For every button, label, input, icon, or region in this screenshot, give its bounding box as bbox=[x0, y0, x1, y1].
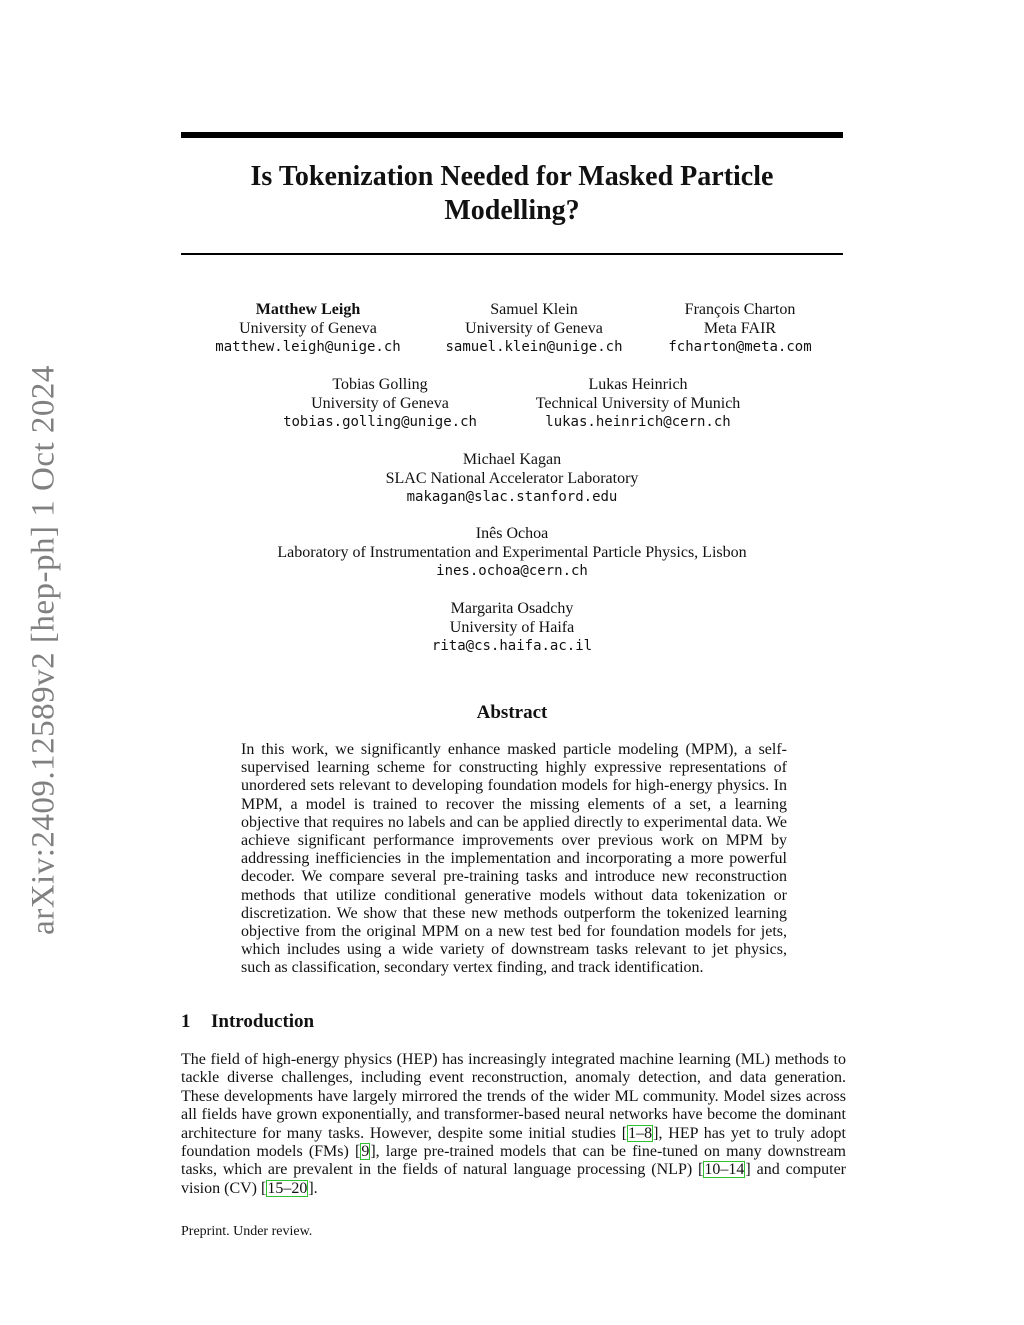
citation-link[interactable]: 10–14 bbox=[704, 1161, 745, 1179]
citation-link[interactable]: 15–20 bbox=[267, 1179, 308, 1197]
author-block bbox=[277, 525, 746, 581]
author-email[interactable]: tobias.golling@unige.ch bbox=[283, 414, 477, 431]
title-rule-bottom bbox=[181, 253, 843, 255]
paper-title bbox=[181, 160, 843, 228]
author-email[interactable]: makagan@slac.stanford.edu bbox=[406, 489, 618, 506]
author-name: Matthew Leigh bbox=[255, 301, 361, 318]
author-affiliation: University of Geneva bbox=[465, 319, 603, 337]
author-name: Inês Ochoa bbox=[475, 525, 549, 542]
author-email[interactable]: samuel.klein@unige.ch bbox=[445, 339, 623, 356]
introduction-paragraph bbox=[181, 1051, 846, 1198]
intro-text-part: ]. bbox=[308, 1179, 318, 1197]
intro-text-part: The field of high-energy physics (HEP) has increasingly integrated machine learning (ML) methods to tackle diverse challenges, including event reconstruction, anomaly detection, and data generation. These developments have largely mirrored the trends of the wider ML community. Model sizes across all fields have grown exponentially, and transformer-based neural networks have become the dominant architecture for many tasks. However, despite some initial studies [ bbox=[181, 1051, 846, 1142]
author-email[interactable]: fcharton@meta.com bbox=[668, 339, 812, 356]
citation-link[interactable]: 1–8 bbox=[628, 1124, 653, 1142]
section-title: Introduction bbox=[211, 1011, 315, 1032]
preprint-footer: Preprint. Under review. bbox=[181, 1224, 313, 1239]
author-affiliation: University of Geneva bbox=[239, 319, 377, 337]
author-affiliation: SLAC National Accelerator Laboratory bbox=[385, 469, 639, 487]
intro-text-part: ], HEP has yet to truly adopt foundation models (FMs) [ bbox=[181, 1124, 847, 1161]
title-line-1: Is Tokenization Needed for Masked Particle bbox=[250, 161, 774, 192]
title-line-2: Modelling? bbox=[444, 195, 580, 226]
author-block bbox=[536, 376, 741, 432]
citation-link[interactable]: 9 bbox=[361, 1143, 370, 1161]
author-email[interactable]: lukas.heinrich@cern.ch bbox=[545, 414, 731, 431]
author-affiliation: University of Haifa bbox=[449, 618, 575, 636]
author-block bbox=[215, 301, 400, 357]
author-affiliation: Meta FAIR bbox=[703, 319, 777, 337]
author-affiliation: University of Geneva bbox=[311, 394, 449, 412]
title-rule-top bbox=[181, 132, 843, 138]
intro-text-part: ], large pre-trained models that can be fine-tuned on many downstream tasks, which are prevalent in the fields of natural language processing (NLP) [ bbox=[181, 1143, 847, 1179]
author-block bbox=[283, 376, 477, 432]
section-number: 1 bbox=[181, 1011, 191, 1032]
author-affiliation: Technical University of Munich bbox=[535, 394, 741, 412]
author-name: Samuel Klein bbox=[490, 301, 578, 318]
author-affiliation: Laboratory of Instrumentation and Experimental Particle Physics, Lisbon bbox=[277, 543, 747, 561]
section-heading-introduction bbox=[181, 1011, 314, 1033]
author-block bbox=[432, 600, 592, 656]
author-name: Lukas Heinrich bbox=[588, 376, 688, 393]
author-name: Tobias Golling bbox=[332, 376, 428, 393]
intro-text-part: ] and computer vision (CV) [ bbox=[181, 1161, 846, 1197]
author-name: Margarita Osadchy bbox=[450, 600, 574, 617]
author-block bbox=[386, 451, 639, 507]
author-name: François Charton bbox=[684, 301, 796, 318]
abstract-body: In this work, we significantly enhance masked particle modeling (MPM), a self-supervised learning scheme for constructing highly expressive representations of unordered sets relevant to developing foundation models for high-energy physics. In MPM, a model is trained to recover the missing elements of a set, a learning objective that requires no labels and can be applied directly to experimental data. We achieve significant performance improvements over previous work on MPM by addressing inefficiencies in the implementation and incorporating a more powerful decoder. We compare several pre-training tasks and introduce new reconstruction methods that utilize conditional generative models without data tokenization or discretization. We show that these new methods outperform the tokenized learning objective from the original MPM on a new test bed for foundation models for jets, which includes using a wide variety of downstream tasks relevant to jet physics, such as classification, secondary vertex finding, and track identification. bbox=[241, 741, 787, 977]
abstract-heading: Abstract bbox=[476, 702, 548, 723]
author-email[interactable]: matthew.leigh@unige.ch bbox=[215, 339, 401, 356]
author-email[interactable]: rita@cs.haifa.ac.il bbox=[431, 638, 593, 655]
author-email[interactable]: ines.ochoa@cern.ch bbox=[436, 563, 588, 580]
author-block bbox=[668, 301, 811, 357]
author-block bbox=[445, 301, 622, 357]
author-name: Michael Kagan bbox=[462, 451, 562, 468]
arxiv-identifier-stamp: arXiv:2409.12589v2 [hep-ph] 1 Oct 2024 bbox=[25, 365, 62, 935]
